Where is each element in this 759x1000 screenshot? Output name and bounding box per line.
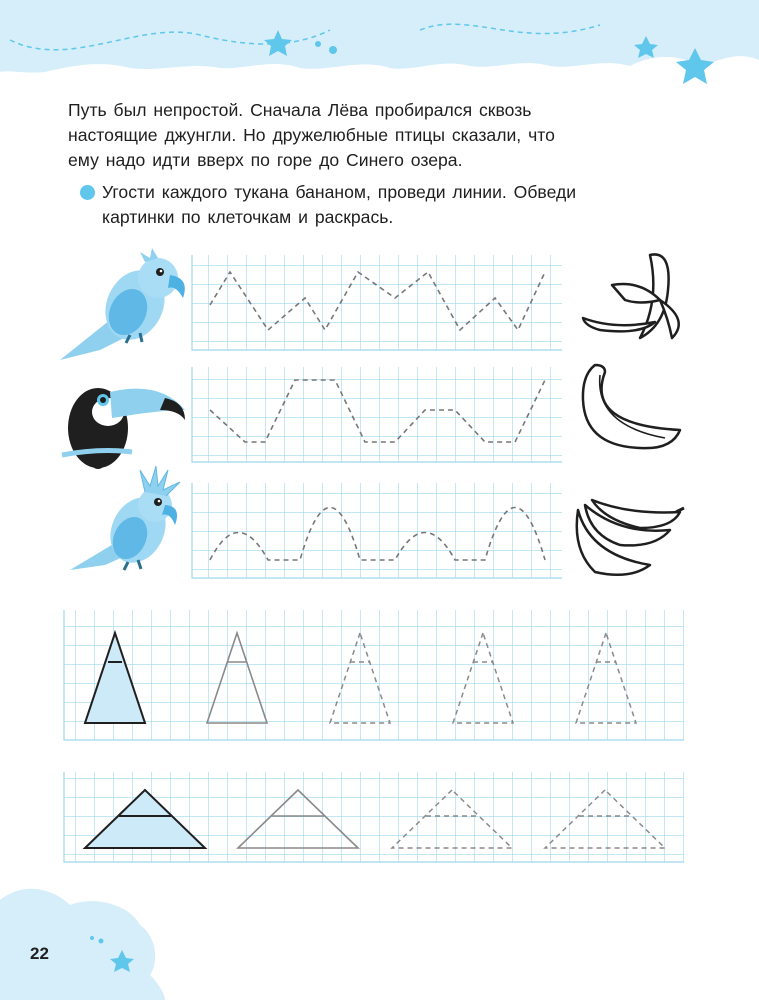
banana-bunch-icon (577, 500, 684, 575)
story-line: ему надо идти вверх по горе до Синего озера. (68, 150, 463, 170)
story-line: настоящие джунгли. Но дружелюбные птицы сказали, что (68, 125, 555, 145)
toucan-icon (62, 388, 185, 469)
story-line: Путь был непростой. Сначала Лёва пробирался сквозь (68, 100, 532, 120)
grid-row-4 (64, 610, 684, 740)
task-line: Угости каждого тукана бананом, проведи линии. Обведи (102, 182, 577, 202)
grid-row-3 (192, 483, 562, 578)
cockatoo-icon (70, 466, 180, 572)
banana-icon (583, 365, 680, 448)
banana-peeled-icon (583, 254, 679, 338)
grid-row-2 (192, 367, 562, 462)
parrot-icon (60, 248, 185, 360)
task-line: картинки по клеточкам и раскрась. (102, 207, 394, 227)
grid-row-1 (192, 255, 562, 350)
page-number: 22 (30, 944, 49, 963)
